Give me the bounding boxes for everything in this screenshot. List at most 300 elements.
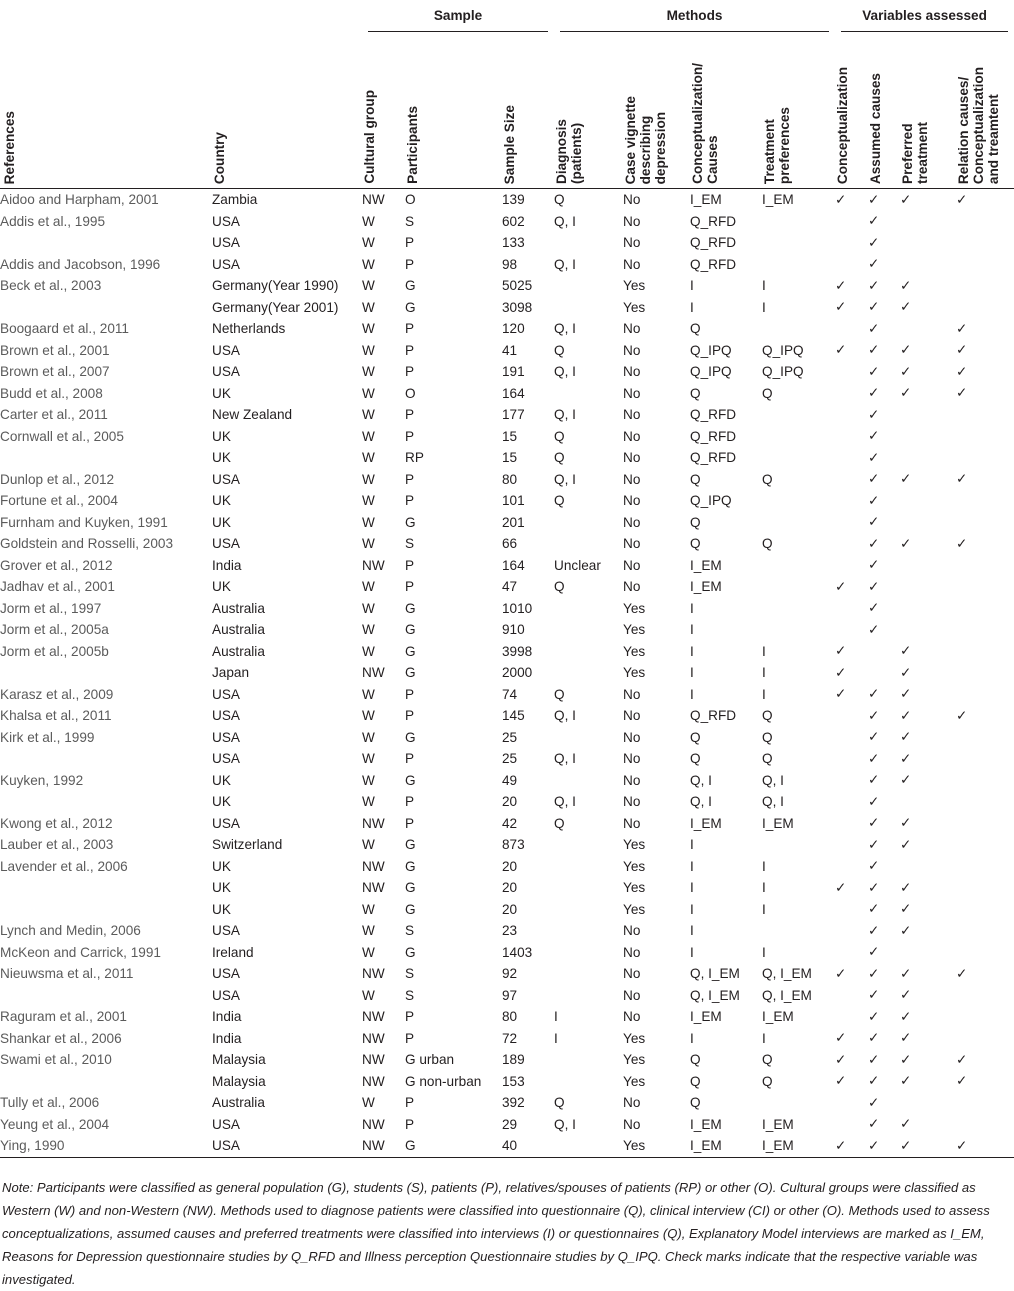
conceptualization-check: ✓ (835, 1073, 847, 1089)
treatment-method-cell: I_EM (762, 1116, 794, 1132)
country-cell: USA (212, 966, 240, 982)
reference-cell: Karasz et al., 2009 (0, 686, 114, 702)
relation-check (956, 232, 1014, 254)
participants-cell: P (405, 751, 415, 767)
table-row (0, 576, 1014, 598)
conceptualization-check (835, 1092, 868, 1114)
diagnosis-cell: Q, I (554, 751, 576, 767)
participants-cell: P (405, 235, 415, 251)
table-row (0, 555, 1014, 577)
assumed-causes-check: ✓ (868, 944, 880, 960)
relation-check (956, 920, 1014, 942)
diagnosis-cell (554, 619, 623, 641)
relation-check: ✓ (956, 1051, 968, 1067)
vignette-cell: No (623, 514, 641, 530)
conceptualization-method-cell: I (690, 665, 694, 681)
assumed-causes-check: ✓ (868, 901, 880, 917)
vignette-cell: No (623, 536, 641, 552)
conceptualization-method-cell: Q (690, 514, 701, 530)
conceptualization-check: ✓ (835, 664, 847, 680)
sample-size-cell: 177 (502, 407, 525, 423)
vignette-cell: No (623, 1095, 641, 1111)
country-cell: Ireland (212, 944, 254, 960)
diagnosis-cell (554, 834, 623, 856)
preferred-treatment-check: ✓ (900, 1008, 912, 1024)
relation-check: ✓ (956, 1137, 968, 1153)
vignette-cell: Yes (623, 622, 646, 638)
relation-check (956, 490, 1014, 512)
assumed-causes-check: ✓ (868, 299, 880, 315)
conceptualization-check (835, 361, 868, 383)
preferred-treatment-check (900, 791, 956, 813)
conceptualization-method-cell: Q (690, 536, 701, 552)
diagnosis-cell (554, 297, 623, 319)
reference-cell: Furnham and Kuyken, 1991 (0, 514, 168, 530)
sample-size-cell: 3098 (502, 299, 533, 315)
sample-size-cell: 72 (502, 1030, 518, 1046)
assumed-causes-check: ✓ (868, 492, 880, 508)
participants-cell: P (405, 557, 415, 573)
conceptualization-method-cell: Q, I_EM (690, 987, 740, 1003)
country-cell: USA (212, 213, 240, 229)
vignette-cell: Yes (623, 1030, 646, 1046)
country-cell: UK (212, 450, 231, 466)
preferred-treatment-check (900, 490, 956, 512)
conceptualization-method-cell: Q (690, 321, 701, 337)
assumed-causes-check: ✓ (868, 686, 880, 702)
treatment-method-cell: Q (762, 471, 773, 487)
cultural-group-cell: W (362, 729, 375, 745)
cultural-group-cell: W (362, 342, 375, 358)
sample-size-cell: 20 (502, 901, 518, 917)
relation-check: ✓ (956, 191, 968, 207)
cultural-group-cell: NW (362, 192, 385, 208)
treatment-method-cell (762, 211, 835, 233)
table-row (0, 1028, 1014, 1050)
conceptualization-method-cell: Q_RFD (690, 407, 737, 423)
vignette-cell: Yes (623, 1052, 646, 1068)
table-row (0, 856, 1014, 878)
reference-cell: McKeon and Carrick, 1991 (0, 944, 161, 960)
participants-cell: P (405, 493, 415, 509)
preferred-treatment-check: ✓ (900, 1073, 912, 1089)
preferred-treatment-check: ✓ (900, 965, 912, 981)
conceptualization-method-cell: Q (690, 1073, 701, 1089)
conceptualization-method-cell: I (690, 600, 694, 616)
diagnosis-cell: I (554, 1009, 558, 1025)
cultural-group-cell: W (362, 213, 375, 229)
diagnosis-cell (554, 877, 623, 899)
assumed-causes-check: ✓ (868, 836, 880, 852)
table-row (0, 770, 1014, 792)
relation-check (956, 1006, 1014, 1028)
treatment-method-cell: I_EM (762, 1138, 794, 1154)
cultural-group-cell: W (362, 923, 375, 939)
relation-check (956, 813, 1014, 835)
country-cell: Australia (212, 643, 265, 659)
sample-size-cell: 189 (502, 1052, 525, 1068)
col-assumed-causes: Assumed causes (868, 72, 884, 184)
assumed-causes-check: ✓ (868, 879, 880, 895)
country-cell: USA (212, 536, 240, 552)
diagnosis-cell (554, 641, 623, 663)
treatment-method-cell: I_EM (762, 192, 794, 208)
assumed-causes-check: ✓ (868, 858, 880, 874)
participants-cell: G (405, 1138, 416, 1154)
conceptualization-check: ✓ (835, 299, 847, 315)
relation-check (956, 942, 1014, 964)
table-row (0, 791, 1014, 813)
cultural-group-cell: NW (362, 1030, 385, 1046)
country-cell: USA (212, 686, 240, 702)
table-row (0, 727, 1014, 749)
conceptualization-method-cell: I (690, 944, 694, 960)
assumed-causes-check: ✓ (868, 729, 880, 745)
diagnosis-cell (554, 232, 623, 254)
conceptualization-method-cell: I_EM (690, 192, 722, 208)
treatment-method-cell (762, 834, 835, 856)
vignette-cell: No (623, 342, 641, 358)
conceptualization-check (835, 748, 868, 770)
treatment-method-cell: Q, I_EM (762, 966, 812, 982)
conceptualization-method-cell: I_EM (690, 579, 722, 595)
assumed-causes-check: ✓ (868, 1008, 880, 1024)
sample-size-cell: 29 (502, 1116, 518, 1132)
diagnosis-cell (554, 942, 623, 964)
treatment-method-cell (762, 232, 835, 254)
cultural-group-cell: W (362, 235, 375, 251)
reference-cell: Addis and Jacobson, 1996 (0, 256, 161, 272)
country-cell: New Zealand (212, 407, 293, 423)
participants-cell: P (405, 364, 415, 380)
vignette-cell: No (623, 192, 641, 208)
relation-check (956, 684, 1014, 706)
cultural-group-cell: W (362, 536, 375, 552)
sample-size-cell: 66 (502, 536, 518, 552)
sample-size-cell: 20 (502, 794, 518, 810)
cultural-group-cell: W (362, 944, 375, 960)
assumed-causes-check: ✓ (868, 256, 880, 272)
preferred-treatment-check: ✓ (900, 342, 912, 358)
conceptualization-check (835, 791, 868, 813)
conceptualization-method-cell: I (690, 622, 694, 638)
cultural-group-cell: W (362, 407, 375, 423)
participants-cell: P (405, 815, 415, 831)
assumed-causes-check: ✓ (868, 385, 880, 401)
reference-cell: Kuyken, 1992 (0, 772, 84, 788)
relation-check (956, 748, 1014, 770)
treatment-method-cell: I (762, 299, 766, 315)
assumed-causes-check: ✓ (868, 342, 880, 358)
table-row (0, 318, 1014, 340)
cultural-group-cell: NW (362, 966, 385, 982)
vignette-cell: No (623, 966, 641, 982)
cultural-group-cell: W (362, 1095, 375, 1111)
table-row (0, 426, 1014, 448)
country-cell: India (212, 1009, 242, 1025)
table-row (0, 1092, 1014, 1114)
participants-cell: G (405, 514, 416, 530)
treatment-method-cell: I (762, 643, 766, 659)
conceptualization-method-cell: I_EM (690, 815, 722, 831)
assumed-causes-check: ✓ (868, 621, 880, 637)
conceptualization-check: ✓ (835, 342, 847, 358)
assumed-causes-check: ✓ (868, 363, 880, 379)
sample-size-cell: 164 (502, 385, 525, 401)
relation-check (956, 727, 1014, 749)
participants-cell: G (405, 643, 416, 659)
preferred-treatment-check: ✓ (900, 1030, 912, 1046)
conceptualization-method-cell: I (690, 837, 694, 853)
table-row (0, 447, 1014, 469)
relation-check: ✓ (956, 320, 968, 336)
table-row (0, 512, 1014, 534)
assumed-causes-check: ✓ (868, 965, 880, 981)
reference-cell (0, 447, 212, 469)
country-cell: Japan (212, 665, 250, 681)
assumed-causes-check: ✓ (868, 815, 880, 831)
conceptualization-method-cell: I (690, 858, 694, 874)
cultural-group-cell: W (362, 751, 375, 767)
cultural-group-cell: NW (362, 665, 385, 681)
treatment-method-cell (762, 490, 835, 512)
cultural-group-cell: NW (362, 1138, 385, 1154)
conceptualization-check (835, 813, 868, 835)
participants-cell: G (405, 837, 416, 853)
reference-cell: Tully et al., 2006 (0, 1095, 100, 1111)
reference-cell: Brown et al., 2007 (0, 364, 110, 380)
reference-cell (0, 985, 212, 1007)
vignette-cell: No (623, 493, 641, 509)
participants-cell: P (405, 794, 415, 810)
diagnosis-cell: Q (554, 493, 565, 509)
treatment-method-cell: I (762, 686, 766, 702)
participants-cell: G (405, 880, 416, 896)
relation-check: ✓ (956, 385, 968, 401)
column-header-row (0, 36, 1014, 189)
relation-check (956, 576, 1014, 598)
assumed-causes-check: ✓ (868, 277, 880, 293)
table-row (0, 641, 1014, 663)
participants-cell: RP (405, 450, 424, 466)
reference-cell (0, 877, 212, 899)
participants-cell: O (405, 192, 416, 208)
relation-check: ✓ (956, 471, 968, 487)
treatment-method-cell: Q_IPQ (762, 364, 804, 380)
cultural-group-cell: W (362, 600, 375, 616)
reference-cell: Addis et al., 1995 (0, 213, 106, 229)
table-row (0, 598, 1014, 620)
table-row (0, 684, 1014, 706)
vignette-cell: No (623, 471, 641, 487)
conceptualization-method-cell: Q_RFD (690, 256, 737, 272)
treatment-method-cell: Q, I (762, 772, 784, 788)
conceptualization-method-cell: Q (690, 385, 701, 401)
diagnosis-cell (554, 275, 623, 297)
diagnosis-cell (554, 770, 623, 792)
assumed-causes-check: ✓ (868, 1030, 880, 1046)
diagnosis-cell (554, 598, 623, 620)
preferred-treatment-check: ✓ (900, 836, 912, 852)
preferred-treatment-check: ✓ (900, 363, 912, 379)
sample-size-cell: 145 (502, 708, 525, 724)
reference-cell: Jorm et al., 1997 (0, 600, 102, 616)
table-row (0, 254, 1014, 276)
conceptualization-check (835, 705, 868, 727)
assumed-causes-check: ✓ (868, 1116, 880, 1132)
preferred-treatment-check (900, 576, 956, 598)
conceptualization-check: ✓ (835, 1137, 847, 1153)
relation-check: ✓ (956, 363, 968, 379)
country-cell: Zambia (212, 192, 258, 208)
country-cell: USA (212, 364, 240, 380)
participants-cell: S (405, 536, 415, 552)
country-cell: USA (212, 235, 240, 251)
preferred-treatment-check: ✓ (900, 815, 912, 831)
conceptualization-check (835, 232, 868, 254)
treatment-method-cell: Q (762, 708, 773, 724)
cultural-group-cell: W (362, 385, 375, 401)
cultural-group-cell: W (362, 901, 375, 917)
treatment-method-cell: Q (762, 536, 773, 552)
relation-check (956, 297, 1014, 319)
sample-size-cell: 42 (502, 815, 518, 831)
preferred-treatment-check (900, 211, 956, 233)
relation-check (956, 1092, 1014, 1114)
conceptualization-method-cell: I (690, 686, 694, 702)
preferred-treatment-check (900, 254, 956, 276)
diagnosis-cell: Q (554, 686, 565, 702)
preferred-treatment-check (900, 942, 956, 964)
sample-size-cell: 40 (502, 1138, 518, 1154)
participants-cell: P (405, 579, 415, 595)
conceptualization-check (835, 318, 868, 340)
vignette-cell: No (623, 794, 641, 810)
sample-size-cell: 23 (502, 923, 518, 939)
country-cell: UK (212, 794, 231, 810)
cultural-group-cell: W (362, 256, 375, 272)
preferred-treatment-check: ✓ (900, 471, 912, 487)
participants-cell: P (405, 256, 415, 272)
diagnosis-cell (554, 899, 623, 921)
treatment-method-cell (762, 512, 835, 534)
preferred-treatment-check: ✓ (900, 707, 912, 723)
preferred-treatment-check: ✓ (900, 901, 912, 917)
reference-cell: Yeung et al., 2004 (0, 1116, 110, 1132)
reference-cell: Beck et al., 2003 (0, 278, 102, 294)
relation-check: ✓ (956, 535, 968, 551)
vignette-cell: No (623, 256, 641, 272)
treatment-method-cell (762, 426, 835, 448)
treatment-method-cell: Q, I (762, 794, 784, 810)
sample-size-cell: 873 (502, 837, 525, 853)
conceptualization-check (835, 533, 868, 555)
preferred-treatment-check: ✓ (900, 535, 912, 551)
assumed-causes-check: ✓ (868, 1073, 880, 1089)
preferred-treatment-check: ✓ (900, 191, 912, 207)
country-cell: USA (212, 256, 240, 272)
assumed-causes-check: ✓ (868, 1094, 880, 1110)
cultural-group-cell: W (362, 450, 375, 466)
reference-cell: Goldstein and Rosselli, 2003 (0, 536, 174, 552)
cultural-group-cell: W (362, 278, 375, 294)
country-cell: India (212, 557, 242, 573)
vignette-cell: No (623, 729, 641, 745)
diagnosis-cell: Q, I (554, 407, 576, 423)
reference-cell: Raguram et al., 2001 (0, 1009, 127, 1025)
conceptualization-check (835, 426, 868, 448)
diagnosis-cell (554, 1135, 623, 1157)
preferred-treatment-check (900, 598, 956, 620)
conceptualization-method-cell: Q_IPQ (690, 364, 732, 380)
conceptualization-check (835, 555, 868, 577)
country-cell: USA (212, 987, 240, 1003)
country-cell: USA (212, 923, 240, 939)
conceptualization-method-cell: I (690, 643, 694, 659)
relation-check (956, 1028, 1014, 1050)
diagnosis-cell: Q (554, 450, 565, 466)
cultural-group-cell: W (362, 772, 375, 788)
table-row (0, 705, 1014, 727)
conceptualization-check (835, 469, 868, 491)
vignette-cell: Yes (623, 880, 646, 896)
treatment-method-cell: Q, I_EM (762, 987, 812, 1003)
table-row (0, 1049, 1014, 1071)
country-cell: USA (212, 729, 240, 745)
conceptualization-method-cell: I_EM (690, 557, 722, 573)
col-references: References (2, 110, 17, 184)
conceptualization-check (835, 598, 868, 620)
country-cell: UK (212, 901, 231, 917)
reference-cell (0, 1071, 212, 1093)
conceptualization-check (835, 942, 868, 964)
sample-size-cell: 1403 (502, 944, 533, 960)
conceptualization-check (835, 834, 868, 856)
sample-size-cell: 5025 (502, 278, 533, 294)
col-participants: Participants (405, 106, 420, 184)
conceptualization-check: ✓ (835, 879, 847, 895)
vignette-cell: No (623, 235, 641, 251)
preferred-treatment-check: ✓ (900, 385, 912, 401)
relation-check (956, 275, 1014, 297)
group-variables: Variables assessed (841, 4, 1008, 32)
conceptualization-method-cell: I_EM (690, 1138, 722, 1154)
vignette-cell: Yes (623, 901, 646, 917)
cultural-group-cell: W (362, 514, 375, 530)
sample-size-cell: 97 (502, 987, 518, 1003)
conceptualization-method-cell: Q_RFD (690, 235, 737, 251)
sample-size-cell: 47 (502, 579, 518, 595)
conceptualization-method-cell: I (690, 1030, 694, 1046)
sample-size-cell: 101 (502, 493, 525, 509)
cultural-group-cell: W (362, 686, 375, 702)
vignette-cell: No (623, 987, 641, 1003)
conceptualization-check: ✓ (835, 277, 847, 293)
diagnosis-cell: Unclear (554, 557, 601, 573)
assumed-causes-check: ✓ (868, 600, 880, 616)
relation-check (956, 555, 1014, 577)
conceptualization-method-cell: Q_RFD (690, 708, 737, 724)
treatment-method-cell (762, 619, 835, 641)
sample-size-cell: 98 (502, 256, 518, 272)
conceptualization-check (835, 985, 868, 1007)
assumed-causes-check: ✓ (868, 514, 880, 530)
reference-cell: Boogaard et al., 2011 (0, 321, 129, 337)
cultural-group-cell: NW (362, 815, 385, 831)
conceptualization-method-cell: I (690, 901, 694, 917)
sample-size-cell: 15 (502, 428, 518, 444)
sample-size-cell: 164 (502, 557, 525, 573)
